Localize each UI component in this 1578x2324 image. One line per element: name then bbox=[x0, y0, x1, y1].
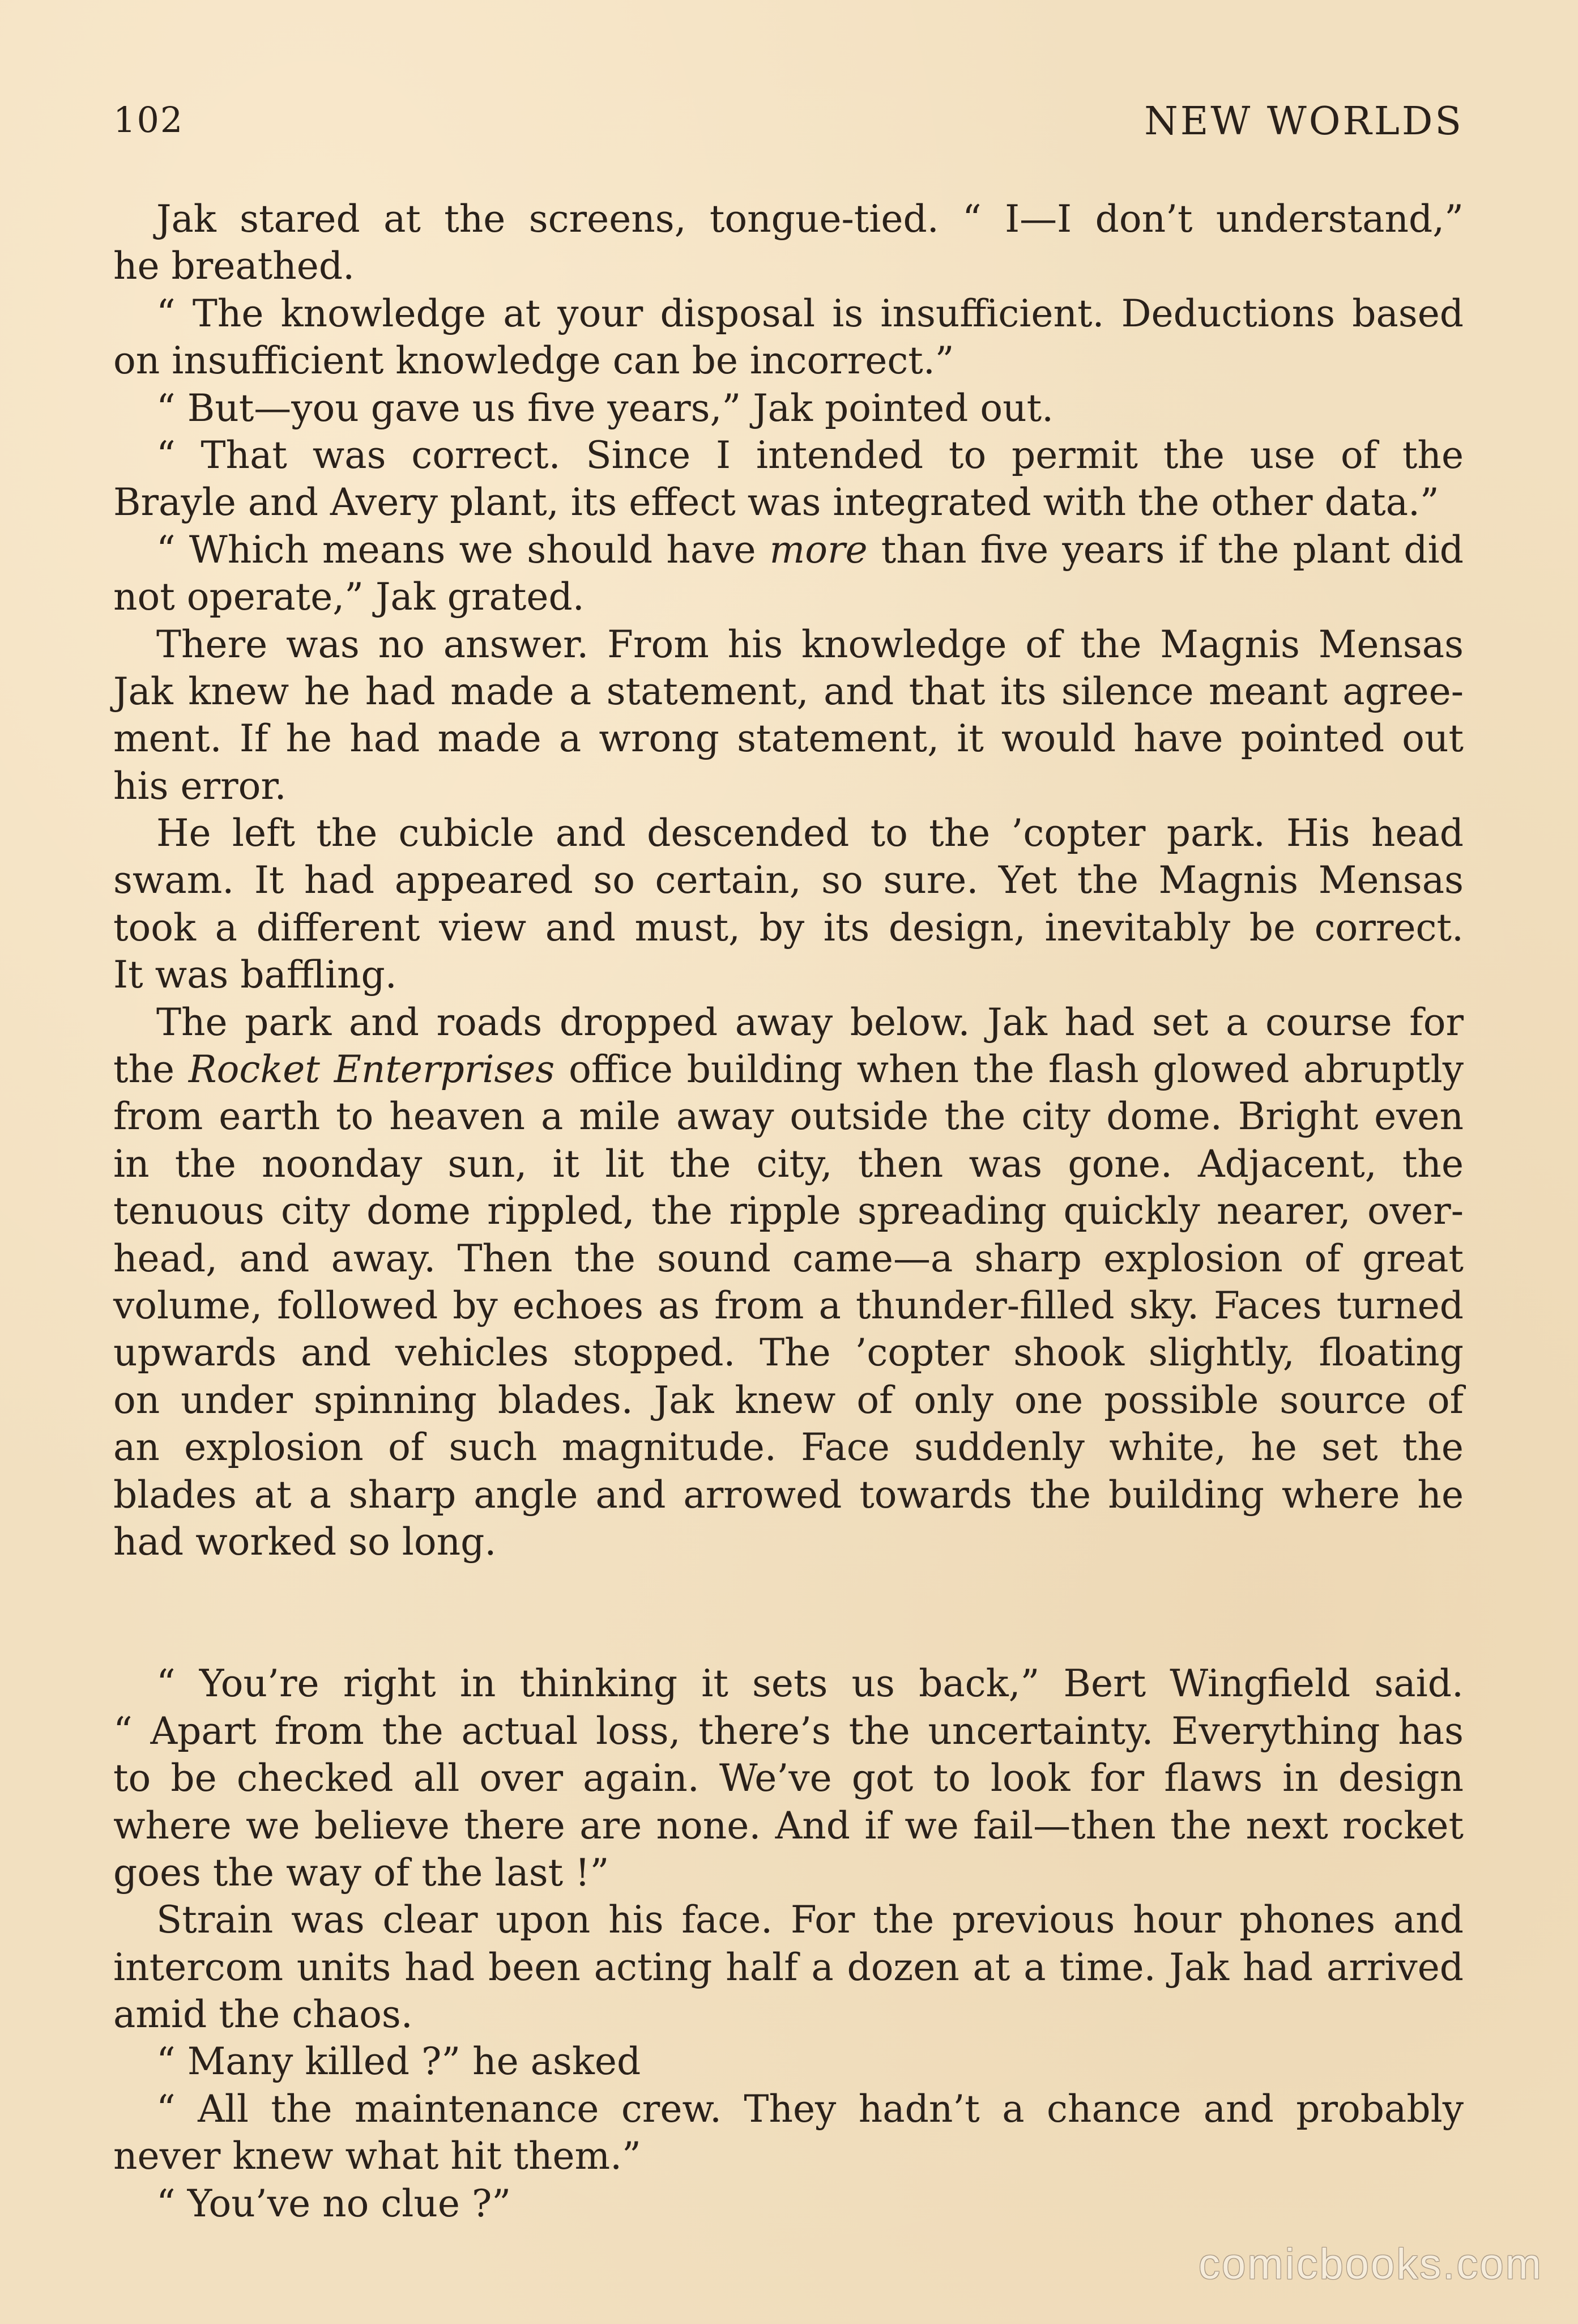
text-line bbox=[113, 621, 1464, 668]
text-segment: in the noonday sun, it lit the city, then was gone. Adjacent, the bbox=[113, 1142, 1464, 1186]
text-line bbox=[113, 2085, 1464, 2133]
text-segment: not operate,” Jak grated. bbox=[113, 575, 585, 619]
paragraph bbox=[113, 2085, 1464, 2180]
text-line bbox=[113, 857, 1464, 904]
text-segment: Brayle and Avery plant, its effect was integrated with the other data.” bbox=[113, 480, 1439, 525]
text-segment: took a different view and must, by its design, inevitably be correct. bbox=[113, 905, 1464, 950]
text-segment: volume, followed by echoes as from a thunder-filled sky. Faces turned bbox=[113, 1283, 1464, 1327]
text-line bbox=[113, 290, 1464, 337]
text-segment: “ You’ve no clue ?” bbox=[156, 2181, 511, 2225]
text-segment: an explosion of such magnitude. Face suddenly white, he set the bbox=[113, 1425, 1464, 1470]
page-header bbox=[113, 99, 1464, 156]
italic-text: more bbox=[769, 527, 868, 572]
text-line bbox=[113, 904, 1464, 951]
text-line bbox=[113, 1896, 1464, 1943]
text-line bbox=[113, 2038, 1464, 2085]
paragraph bbox=[113, 2038, 1464, 2085]
text-segment: “ That was correct. Since I intended to permit the use of the bbox=[156, 433, 1464, 477]
text-segment: on insufficient knowledge can be incorrect.” bbox=[113, 339, 954, 383]
text-line bbox=[113, 1802, 1464, 1849]
text-segment: goes the way of the last !” bbox=[113, 1850, 609, 1895]
text-line bbox=[113, 385, 1464, 432]
text-line bbox=[113, 810, 1464, 857]
text-segment: “ All the maintenance crew. They hadn’t a chance and probably bbox=[156, 2087, 1464, 2131]
text-segment: amid the chaos. bbox=[113, 1993, 413, 2037]
text-line bbox=[113, 1518, 1464, 1565]
text-segment: had worked so long. bbox=[113, 1519, 497, 1564]
text-segment: upwards and vehicles stopped. The ’copter shook slightly, floating bbox=[113, 1331, 1464, 1375]
text-segment: blades at a sharp angle and arrowed towards the building where he bbox=[113, 1472, 1464, 1517]
text-segment: “ You’re right in thinking it sets us back,” Bert Wingfield said. bbox=[156, 1662, 1464, 1706]
text-line bbox=[113, 763, 1464, 810]
text-line bbox=[113, 2180, 1464, 2227]
text-line bbox=[113, 1282, 1464, 1329]
text-line bbox=[113, 526, 1464, 573]
text-segment: It was baffling. bbox=[113, 953, 397, 997]
text-line bbox=[113, 715, 1464, 762]
text-segment: intercom units had been acting half a dozen at a time. Jak had arrived bbox=[113, 1945, 1464, 1989]
paragraph bbox=[113, 290, 1464, 385]
text-segment: The park and roads dropped away below. Jak had set a course for bbox=[156, 1000, 1464, 1044]
text-segment: he breathed. bbox=[113, 244, 355, 288]
text-line bbox=[113, 1140, 1464, 1187]
text-segment: Strain was clear upon his face. For the previous hour phones and bbox=[156, 1898, 1464, 1942]
text-line bbox=[113, 1329, 1464, 1376]
text-segment: Jak knew he had made a statement, and that its silence meant agree- bbox=[113, 669, 1464, 713]
text-line bbox=[113, 1755, 1464, 1802]
text-line bbox=[113, 432, 1464, 479]
text-line bbox=[113, 668, 1464, 715]
text-line bbox=[113, 573, 1464, 620]
paragraph bbox=[113, 999, 1464, 1566]
text-line bbox=[113, 1046, 1464, 1093]
text-line bbox=[113, 1377, 1464, 1424]
page-number: 102 bbox=[113, 99, 184, 141]
paragraph bbox=[113, 1896, 1464, 2038]
text-line bbox=[113, 1235, 1464, 1282]
paragraph bbox=[113, 526, 1464, 621]
text-line bbox=[113, 242, 1464, 290]
paragraph bbox=[113, 385, 1464, 432]
text-line bbox=[113, 1708, 1464, 1755]
text-segment: “ But—you gave us five years,” Jak pointed out. bbox=[156, 386, 1054, 430]
paragraph bbox=[113, 195, 1464, 290]
paragraph bbox=[113, 810, 1464, 999]
text-segment: swam. It had appeared so certain, so sure. Yet the Magnis Mensas bbox=[113, 858, 1464, 903]
text-segment: “ Many killed ?” he asked bbox=[156, 2040, 641, 2084]
text-segment: He left the cubicle and descended to the ’copter park. His head bbox=[156, 811, 1464, 855]
text-segment: never knew what hit them.” bbox=[113, 2134, 641, 2178]
text-line bbox=[113, 1944, 1464, 1991]
running-head: NEW WORLDS bbox=[1144, 99, 1464, 144]
text-segment: head, and away. Then the sound came—a sharp explosion of great bbox=[113, 1236, 1464, 1280]
text-segment: from earth to heaven a mile away outside the city dome. Bright even bbox=[113, 1095, 1464, 1139]
text-line bbox=[113, 1849, 1464, 1896]
text-segment: to be checked all over again. We’ve got to look for flaws in design bbox=[113, 1756, 1464, 1801]
text-line bbox=[113, 1424, 1464, 1471]
paragraph bbox=[113, 621, 1464, 810]
paragraph bbox=[113, 2180, 1464, 2227]
text-segment: tenuous city dome rippled, the ripple spreading quickly nearer, over- bbox=[113, 1189, 1464, 1233]
text-segment: the bbox=[113, 1048, 189, 1092]
text-segment: his error. bbox=[113, 764, 287, 808]
text-line bbox=[113, 951, 1464, 998]
text-line bbox=[113, 1187, 1464, 1235]
paragraph bbox=[113, 1660, 1464, 1896]
text-line bbox=[113, 2133, 1464, 2180]
section-break bbox=[113, 1565, 1464, 1660]
text-line bbox=[113, 1471, 1464, 1518]
text-line bbox=[113, 1660, 1464, 1707]
italic-text: Rocket Enterprises bbox=[188, 1048, 555, 1092]
text-line bbox=[113, 1093, 1464, 1140]
text-line bbox=[113, 1991, 1464, 2038]
text-segment: on under spinning blades. Jak knew of only one possible source of bbox=[113, 1378, 1464, 1422]
text-segment: Jak stared at the screens, tongue-tied. “ I—I don’t understand,” bbox=[156, 197, 1464, 241]
text-segment: “ Apart from the actual loss, there’s the uncertainty. Everything has bbox=[113, 1709, 1464, 1753]
text-segment: There was no answer. From his knowledge of the Magnis Mensas bbox=[156, 622, 1464, 666]
text-line bbox=[113, 195, 1464, 242]
text-segment: office building when the flash glowed abruptly bbox=[555, 1048, 1464, 1092]
text-segment: “ The knowledge at your disposal is insufficient. Deductions based bbox=[156, 291, 1464, 335]
text-line bbox=[113, 337, 1464, 384]
text-line bbox=[113, 479, 1464, 526]
text-segment: “ Which means we should have bbox=[156, 527, 770, 572]
text-segment: ment. If he had made a wrong statement, it would have pointed out bbox=[113, 717, 1464, 761]
paragraph bbox=[113, 432, 1464, 526]
text-line bbox=[113, 999, 1464, 1046]
text-segment: than five years if the plant did bbox=[867, 527, 1464, 572]
watermark-logo: comicbooks.com bbox=[1199, 2240, 1543, 2288]
text-segment: where we believe there are none. And if we fail—then the next rocket bbox=[113, 1803, 1464, 1848]
body-text bbox=[113, 195, 1464, 2227]
